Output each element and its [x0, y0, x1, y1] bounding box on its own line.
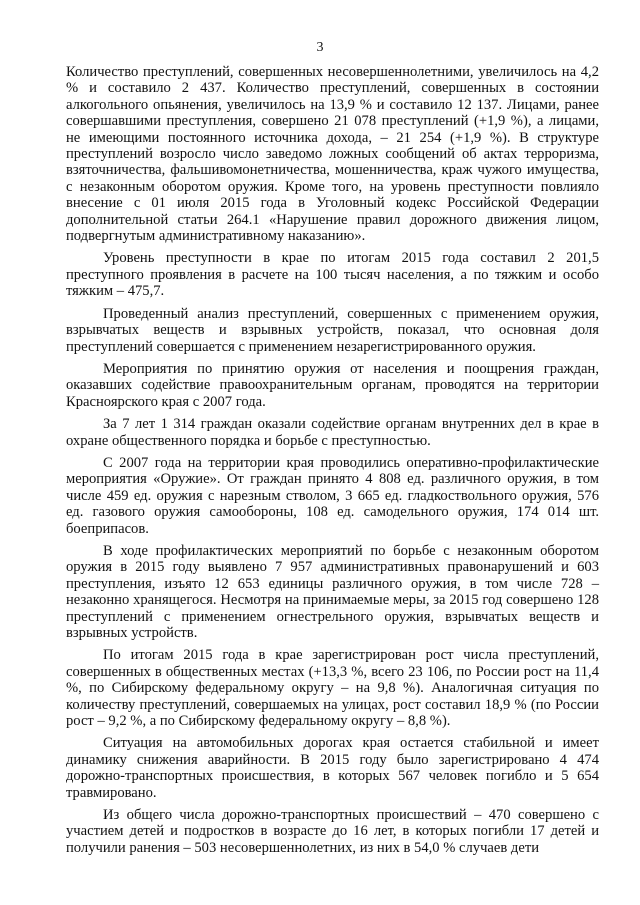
page-number: 3 [316, 40, 324, 55]
paragraph-operation-oruzhie: С 2007 года на территории края проводились оперативно-профилактические мероприятия «Оружие». От граждан принято 4 808 ед. различного оружия, в том числе 459 ед. оружия с нарезным стволом, 3 665 ед. гладкоствольного оружия, 576 ед. газового оружия самообороны, 108 ед. самодельного оружия, 174 014 шт. боеприпасов. [66, 454, 599, 537]
paragraph-crime-level: Уровень преступности в крае по итогам 2015 года составил 2 201,5 преступного проявления в расчете на 100 тысяч населения, а по тяжким и особо тяжким – 475,7. [66, 250, 599, 300]
paragraph-child-road-accidents: Из общего числа дорожно-транспортных происшествий – 470 совершено с участием детей и подростков в возрасте до 16 лет, в которых погибли 17 детей и получили ранения – 503 несовершеннолетних, из них в 54,0 % случаев дети [66, 807, 599, 856]
document-body [66, 64, 599, 862]
paragraph-crime-structure: Количество преступлений, совершенных несовершеннолетними, увеличилось на 4,2 % и составило 2 437. Количество преступлений, совершенных в состоянии алкогольного опьянения, увеличилось на 13,9 % и составило 12 137. Лицами, ранее совершавшими преступления, совершено 21 078 преступлений (+1,9 %), а лицами, не имеющими постоянного источника дохода, – 21 254 (+1,9 %). В структуре преступлений возросло число заведомо ложных сообщений об актах терроризма, взяточничества, фальшивомонетничества, мошенничества, краж чужого имущества, с незаконным оборотом оружия. Кроме того, на уровень преступности повлияло внесение с 01 июля 2015 года в Уголовный кодекс Российской Федерации дополнительной статьи 264.1 «Нарушение правил дорожного движения лицом, подвергнутым административному наказанию». [66, 64, 599, 245]
paragraph-illegal-arms-trafficking: В ходе профилактических мероприятий по борьбе с незаконным оборотом оружия в 2015 году выявлено 7 957 административных правонарушений и 603 преступления, изъято 12 653 единицы различного оружия, в том числе 728 – незаконно хранящегося. Несмотря на принимаемые меры, за 2015 год совершено 128 преступлений с применением огнестрельного оружия, взрывчатых веществ и взрывных устройств. [66, 542, 599, 641]
paragraph-public-places-crime: По итогам 2015 года в крае зарегистрирован рост числа преступлений, совершенных в общественных местах (+13,3 %, всего 23 106, по России рост на 11,4 %, по Сибирскому федеральному округу – на 9,8 %). Аналогичная ситуация по количеству преступлений, совершаемых на улицах, рост составил 18,9 % (по России рост – 9,2 %, а по Сибирскому федеральному округу – 8,8 %). [66, 647, 599, 730]
paragraph-citizen-assistance: За 7 лет 1 314 граждан оказали содействие органам внутренних дел в крае в охране общественного порядка и борьбе с преступностью. [66, 416, 599, 449]
paragraph-weapons-analysis: Проведенный анализ преступлений, совершенных с применением оружия, взрывчатых веществ и взрывных устройств, показал, что основная доля преступлений совершается с применением незарегистрированного оружия. [66, 305, 599, 355]
paragraph-road-accidents: Ситуация на автомобильных дорогах края остается стабильной и имеет динамику снижения аварийности. В 2015 году было зарегистрировано 4 474 дорожно-транспортных происшествия, в которых 567 человек погибло и 5 654 травмировано. [66, 735, 599, 801]
paragraph-weapons-collection-measures: Мероприятия по принятию оружия от населения и поощрения граждан, оказавших содействие правоохранительным органам, проводятся на территории Красноярского края с 2007 года. [66, 360, 599, 410]
